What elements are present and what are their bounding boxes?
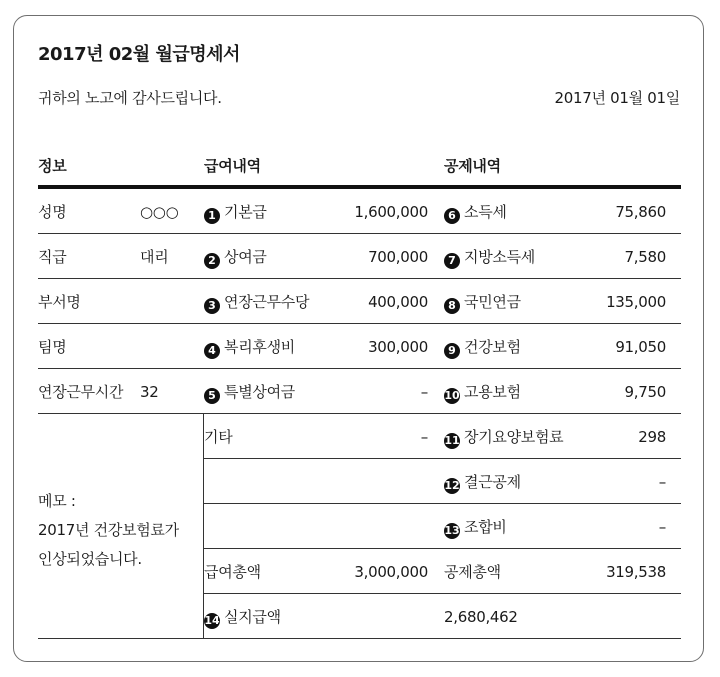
header-rule [38, 185, 681, 189]
deduction-amount: – [658, 473, 666, 491]
pay-total-label: 급여총액 [204, 563, 261, 581]
row-divider [38, 323, 681, 324]
pay-column-header: 급여내역 [204, 157, 261, 175]
row-divider [38, 413, 681, 414]
row-divider [38, 638, 681, 639]
pay-amount: 400,000 [368, 293, 428, 311]
number-badge: 6 [444, 208, 460, 224]
info-label-team: 팀명 [38, 338, 67, 356]
number-badge: 14 [204, 614, 220, 627]
row-divider [38, 233, 681, 234]
memo-line: 2017년 건강보험료가 [38, 521, 179, 539]
deduction-label: 조합비 [464, 518, 507, 536]
deduction-label: 소득세 [464, 203, 507, 221]
info-value-rank: 대리 [140, 248, 169, 266]
pay-label-other: 기타 [204, 428, 233, 446]
number-badge: 12 [444, 479, 460, 492]
number-badge: 11 [444, 434, 460, 447]
pay-item [204, 293, 309, 314]
pay-total-amount: 3,000,000 [354, 563, 428, 581]
pay-label: 기본급 [224, 203, 267, 221]
deduction-amount: 91,050 [615, 338, 666, 356]
issue-date: 2017년 01월 01일 [554, 89, 680, 107]
pay-label: 연장근무수당 [224, 293, 310, 311]
memo [38, 487, 179, 574]
row-divider [203, 593, 681, 594]
row-divider [203, 503, 681, 504]
deduction-item [444, 248, 535, 269]
pay-amount: – [420, 383, 428, 401]
deduction-amount: 7,580 [624, 248, 666, 266]
number-badge: 7 [444, 253, 460, 269]
deduction-amount: 135,000 [606, 293, 666, 311]
number-badge: 8 [444, 298, 460, 314]
deduction-amount: 75,860 [615, 203, 666, 221]
deduction-item [444, 473, 521, 494]
info-column-header: 정보 [38, 157, 67, 175]
info-value-name: ○○○ [140, 203, 179, 221]
info-label-name: 성명 [38, 203, 67, 221]
number-badge: 3 [204, 298, 220, 314]
deduction-item [444, 428, 563, 449]
greeting-text: 귀하의 노고에 감사드립니다. [38, 89, 222, 107]
pay-item [204, 338, 295, 359]
deduction-item [444, 203, 507, 224]
number-badge: 2 [204, 253, 220, 269]
pay-item [204, 383, 295, 404]
deduction-label: 결근공제 [464, 473, 521, 491]
pay-label: 상여금 [224, 248, 267, 266]
pay-amount: 1,600,000 [354, 203, 428, 221]
info-label-rank: 직급 [38, 248, 67, 266]
deduction-item [444, 518, 507, 539]
net-pay-amount: 2,680,462 [444, 608, 518, 626]
column-divider [203, 413, 204, 638]
memo-line: 인상되었습니다. [38, 550, 142, 568]
row-divider [203, 548, 681, 549]
pay-amount: – [420, 428, 428, 446]
deduction-total-amount: 319,538 [606, 563, 666, 581]
deduction-total-label: 공제총액 [444, 563, 501, 581]
pay-amount: 300,000 [368, 338, 428, 356]
info-label-overtime-hours: 연장근무시간 [38, 383, 124, 401]
info-label-department: 부서명 [38, 293, 81, 311]
number-badge: 1 [204, 208, 220, 224]
deduction-amount: 9,750 [624, 383, 666, 401]
deduction-item [444, 383, 521, 404]
number-badge: 9 [444, 343, 460, 359]
net-pay-item [204, 608, 281, 629]
row-divider [38, 368, 681, 369]
number-badge: 4 [204, 343, 220, 359]
number-badge: 10 [444, 389, 460, 402]
pay-label: 복리후생비 [224, 338, 295, 356]
deduction-label: 지방소득세 [464, 248, 535, 266]
number-badge: 13 [444, 524, 460, 537]
deduction-label: 장기요양보험료 [464, 428, 564, 446]
deduction-column-header: 공제내역 [444, 157, 501, 175]
deduction-amount: – [658, 518, 666, 536]
info-value-overtime-hours: 32 [140, 383, 159, 401]
deduction-item [444, 338, 521, 359]
number-badge: 5 [204, 388, 220, 404]
row-divider [38, 278, 681, 279]
deduction-amount: 298 [638, 428, 666, 446]
pay-item [204, 248, 267, 269]
pay-label: 특별상여금 [224, 383, 295, 401]
payslip-title: 2017년 02월 월급명세서 [38, 44, 240, 65]
memo-heading: 메모 : [38, 492, 76, 510]
pay-amount: 700,000 [368, 248, 428, 266]
pay-item [204, 203, 267, 224]
deduction-label: 건강보험 [464, 338, 521, 356]
deduction-label: 고용보험 [464, 383, 521, 401]
net-pay-label: 실지급액 [224, 608, 281, 626]
row-divider [203, 458, 681, 459]
deduction-item [444, 293, 521, 314]
deduction-label: 국민연금 [464, 293, 521, 311]
